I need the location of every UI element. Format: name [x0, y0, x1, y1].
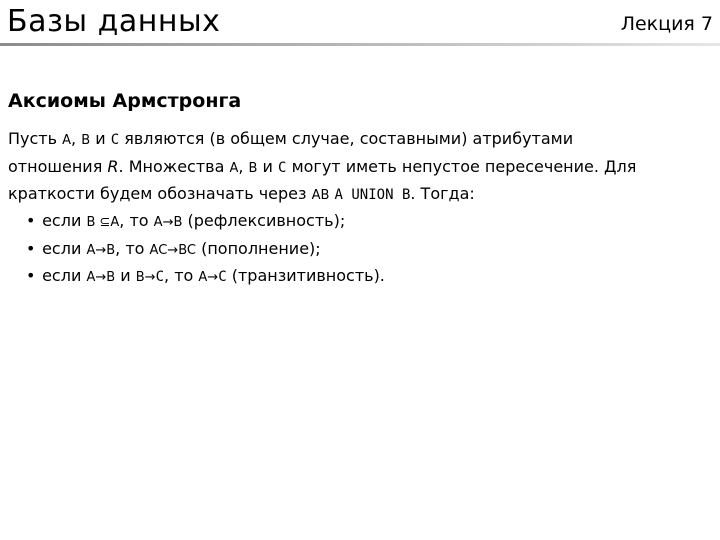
attr-symbol: BC	[178, 242, 196, 258]
intro-line	[8, 181, 714, 209]
text-run: отношения	[8, 156, 108, 176]
arrow-icon: →	[144, 270, 156, 285]
axioms-list	[26, 208, 385, 291]
attr-symbol: AC	[149, 242, 168, 258]
text-run: и	[115, 266, 136, 285]
text-run: , то	[119, 211, 154, 230]
text-run: Пусть	[8, 129, 63, 148]
text-run: и	[90, 129, 111, 148]
subset-symbol: ⊆	[95, 215, 111, 230]
text-run: . Тогда:	[410, 184, 475, 203]
text-run: являются (в общем случае, составными) атрибутами	[119, 129, 574, 148]
text-run: если	[37, 266, 87, 285]
arrow-icon: →	[167, 242, 179, 258]
text-run: , то	[164, 266, 199, 285]
text-run: (рефлексивность);	[182, 211, 346, 230]
arrow-icon: →	[95, 242, 107, 258]
intro-line	[8, 126, 714, 154]
attr-symbol: A	[110, 215, 120, 230]
attr-symbol: AB	[311, 188, 330, 203]
text-run: (пополнение);	[195, 238, 321, 258]
attr-symbol: C	[218, 269, 227, 285]
attr-symbol: B	[106, 242, 116, 258]
attr-symbol: A	[198, 270, 208, 285]
bullet-icon: •	[26, 211, 36, 230]
attr-symbol: B	[81, 133, 91, 148]
attr-symbol: B	[86, 215, 96, 230]
axiom-augmentation	[26, 236, 385, 264]
text-run: (транзитивность).	[226, 266, 385, 285]
bullet-icon: •	[26, 238, 36, 258]
text-run: могут иметь непустое пересечение. Для	[286, 156, 637, 176]
text-run: если	[37, 238, 87, 258]
attr-symbol: A	[153, 215, 163, 230]
attr-symbol: A	[86, 242, 96, 258]
text-run: ,	[71, 129, 82, 148]
attr-symbol: B	[248, 160, 258, 176]
arrow-icon: →	[95, 270, 107, 285]
text-run: краткости будем обозначать через	[8, 184, 312, 203]
arrow-icon: →	[207, 270, 219, 285]
attr-symbol: C	[110, 132, 120, 148]
text-run: если	[37, 211, 87, 230]
attr-symbol: B	[106, 270, 116, 285]
attr-symbol: C	[155, 269, 165, 285]
text-run: . Множества	[118, 156, 230, 176]
section-heading: Аксиомы Армстронга	[8, 90, 242, 112]
slide-title: Базы данных	[7, 4, 221, 39]
text-run: ,	[238, 156, 249, 176]
text-run: и	[257, 156, 279, 176]
attr-symbol: C	[278, 159, 287, 176]
union-expression: A UNION B	[334, 187, 411, 203]
axiom-transitivity	[26, 263, 385, 291]
lecture-label: Лекция 7	[620, 13, 713, 35]
arrow-icon: →	[162, 215, 174, 230]
intro-paragraph	[8, 126, 714, 209]
axiom-reflexivity	[26, 208, 385, 236]
bullet-icon: •	[26, 266, 36, 285]
relation-symbol: R	[107, 156, 119, 176]
intro-line	[8, 154, 714, 182]
attr-symbol: B	[135, 270, 145, 285]
attr-symbol: B	[173, 215, 183, 230]
slide-header	[0, 0, 720, 46]
attr-symbol: A	[86, 270, 96, 285]
header-divider	[0, 43, 720, 46]
attr-symbol: A	[62, 133, 72, 148]
attr-symbol: A	[229, 160, 239, 176]
text-run: , то	[115, 238, 150, 258]
